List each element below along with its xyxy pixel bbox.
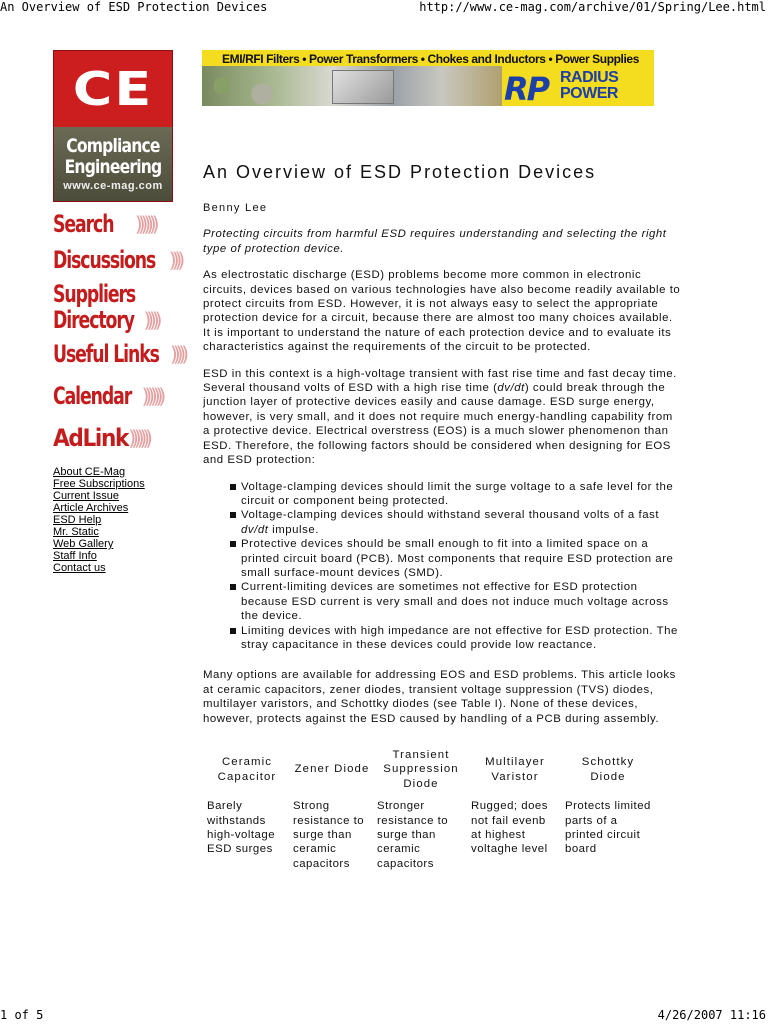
article-paragraph-3: Many options are available for addressing EOS and ESD problems. This article looks at ceramic capacitors, zener diodes, transient voltage suppression (TVS) diodes, multilayer varistors, and Schottky diodes (see Table I). None of these devices, however, protects against the ESD caused by handling of a PCB during assembly. [203,669,676,725]
sidebar [53,50,185,574]
link-staff-info[interactable]: Staff Info [53,550,97,562]
p2-part-a: ESD in this context is a high-voltage transient with fast rise time and fast decay time. Several thousand volts of ESD with a high rise time ( [203,367,677,395]
print-header [0,0,768,16]
banner-ad[interactable] [202,50,654,106]
link-esd-help[interactable]: ESD Help [53,514,102,526]
banner-brand-name [560,70,618,102]
signal-arcs-icon: ))))) [170,342,185,366]
banner-rp-mark: RP [504,70,549,106]
cell-zener-diode: Strong resistance to surge than ceramic capacitors [293,800,365,870]
col-schottky-diode: Schottky Diode [581,756,635,783]
article-paragraph-1: As electrostatic discharge (ESD) problems become more common in electronic circuits, devices based on various technologies have also become readily available to protect circuits from ESD. However, it is not always easy to select the appropriate protection device for a circuit, because there are almost too many choices available. It is important to understand the nature of each protection device and to evaluate its characteristics against the requirements of the circuit to be protected. [203,269,681,354]
nav-discussions-button[interactable] [53,242,181,278]
logo-name-block [54,127,172,201]
logo-line-compliance: Compliance [66,135,160,157]
nav-calendar-button[interactable] [53,378,173,414]
logo-url: www.ce-mag.com [63,180,163,192]
print-footer-timestamp: 4/26/2007 11:16 [657,1008,766,1022]
banner-brand-line1: RADIUS [560,69,619,86]
b2-part-b: impulse. [268,523,319,536]
table-header-row [204,748,654,799]
print-footer-page: 1 of 5 [0,1008,44,1022]
print-header-title: An Overview of ESD Protection Devices [0,0,268,14]
col-ceramic-capacitor: Ceramic Capacitor [217,756,277,783]
nav-suppliers-directory-button[interactable] [53,278,173,336]
nav-search-label: Search [53,210,114,238]
print-footer [0,1008,768,1024]
link-article-archives[interactable]: Article Archives [53,502,129,514]
b2-dvdt: dv/dt [241,523,269,536]
article [203,150,681,871]
article-paragraph-2 [203,367,681,468]
article-author: Benny Lee [203,202,268,214]
nav-search-button[interactable] [53,206,173,242]
list-item: Voltage-clamping devices should limit the surge voltage to a safe level for the circuit or component being protected. [241,480,681,509]
link-contact-us[interactable]: Contact us [53,562,106,574]
list-item: Protective devices should be small enough to fit into a limited space on a printed circuit board (PCB). Most components that require ESD protection are small surface-mount devices (SMD). [241,537,681,580]
nav-links [53,466,173,574]
link-mr-static[interactable]: Mr. Static [53,526,99,538]
col-transient-suppression-diode: Transient Suppression Diode [383,749,459,790]
banner-tagline: EMI/RFI Filters • Power Transformers • Chokes and Inductors • Power Supplies [222,52,639,66]
cell-schottky-diode: Protects limited parts of a printed circuit board [565,800,651,856]
nav-discussions-label: Discussions [53,246,156,274]
nav-calendar-label: Calendar [53,382,132,410]
article-title: An Overview of ESD Protection Devices [203,162,597,182]
col-zener-diode: Zener Diode [294,763,370,776]
nav-adlink-button[interactable] [53,420,173,456]
link-web-gallery[interactable]: Web Gallery [53,538,114,550]
logo-ce-block [54,51,172,127]
p2-dvdt: dv/dt [497,382,525,395]
print-header-url: http://www.ce-mag.com/archive/01/Spring/Lee.html [419,0,766,14]
signal-arcs-icon: ))))))) [134,212,155,236]
list-item: Current-limiting devices are sometimes not effective for ESD protection because ESD current is very small and does not induce much voltage across the device. [241,580,681,623]
article-lede: Protecting circuits from harmful ESD requires understanding and selecting the right type of protection device. [203,228,667,255]
signal-arcs-icon: ))))) [143,308,158,332]
ce-logo[interactable] [53,50,173,202]
signal-arcs-icon: ))))))) [141,384,162,408]
cell-multilayer-varistor: Rugged; does not fail evenb at highest voltaghe level [471,800,548,856]
list-item: Limiting devices with high impedance are not effective for ESD protection. The stray capacitance in these devices could provide low reactance. [241,624,681,653]
p2-part-b: ) could break through the junction layer of protective devices easily and cause damage. ESD surge energy, however, is very small, and it does not require much energy-handling capability from a protective device. Electrical overstress (EOS) is a much slower phenomenon than ESD. Therefore, the following factors should be considered when designing for EOS and ESD protection: [203,382,673,467]
factors-list [203,480,681,653]
banner-brand-line2: POWER [560,85,618,102]
list-item [241,508,681,537]
nav-adlink-label: AdLink [53,424,128,452]
nav-useful-links-button[interactable] [53,336,185,372]
cell-ceramic-capacitor: Barely withstands high-voltage ESD surges [207,800,276,856]
nav-suppliers-label: Suppliers [53,280,136,308]
link-current-issue[interactable]: Current Issue [53,490,120,502]
cell-transient-suppression-diode: Stronger resistance to surge than ceramic capacitors [377,800,449,870]
signal-arcs-icon: )))) [168,248,181,272]
b2-part-a: Voltage-clamping devices should withstand several thousand volts of a fast [241,509,660,522]
logo-ce-text: CE [72,62,154,116]
logo-line-engineering: Engineering [64,156,162,178]
table-row [204,799,654,871]
link-about-ce-mag[interactable]: About CE-Mag [53,466,126,478]
signal-arcs-icon: ))))))) [128,426,148,450]
nav-directory-label: Directory [53,306,134,334]
link-free-subscriptions[interactable]: Free Subscriptions [53,478,145,490]
nav-useful-links-label: Useful Links [53,340,159,368]
col-multilayer-varistor: Multilayer Varistor [485,756,545,783]
protection-devices-table [204,748,654,871]
banner-product-photo [202,66,502,106]
